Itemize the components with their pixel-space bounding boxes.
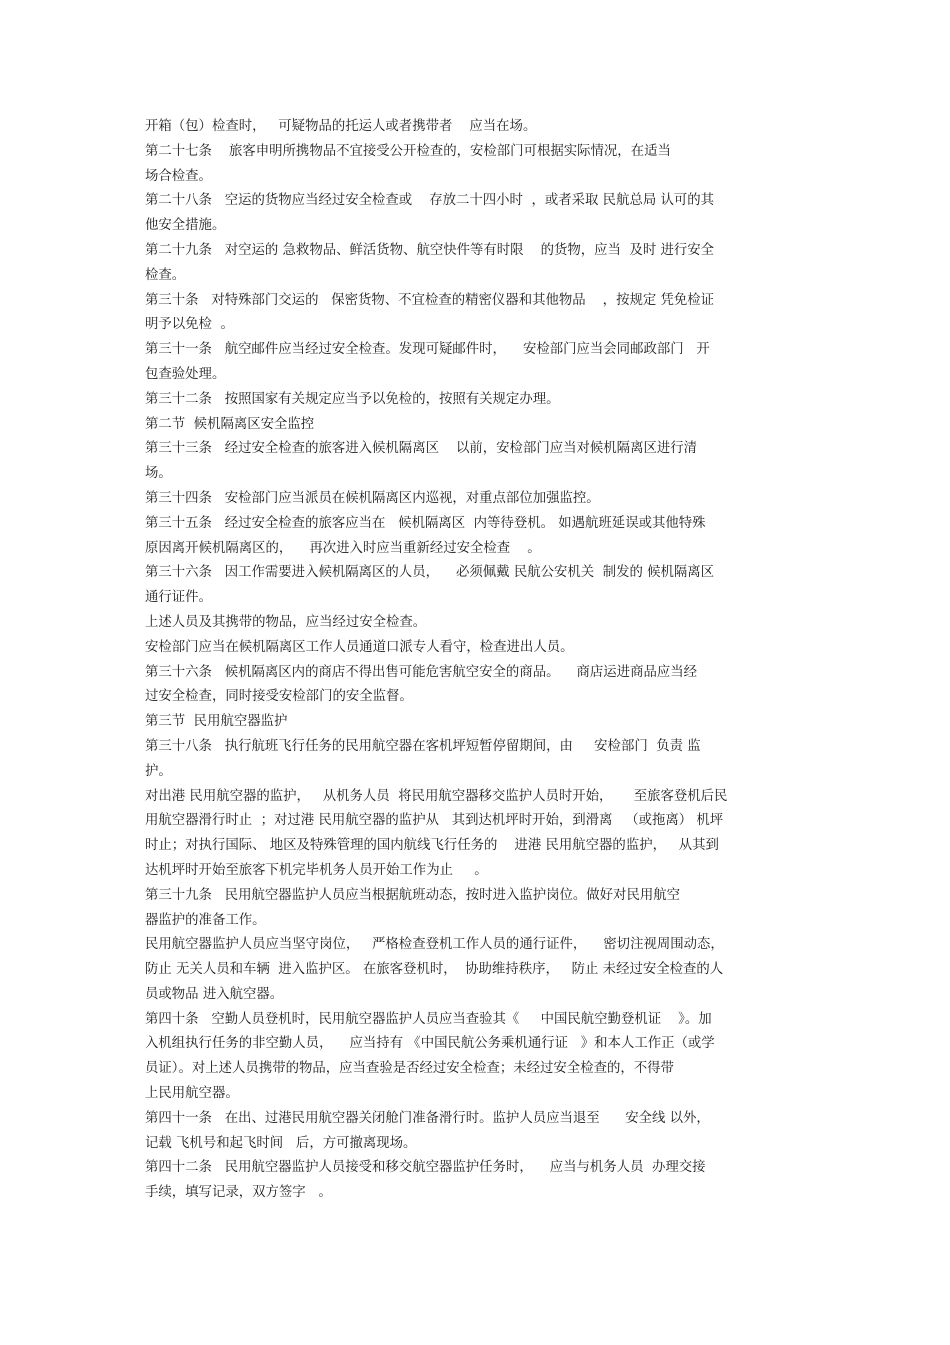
text-line: 开箱（包）检查时， 可疑物品的托运人或者携带者 应当在场。 (145, 119, 537, 134)
text-line: 第二十八条 空运的货物应当经过安全检查或 存放二十四小时 ，或者采取 民航总局 认可的其 (145, 193, 715, 209)
text-line: 第三十五条 经过安全检查的旅客应当在 候机隔离区 内等待登机。 如遇航班延误或其他特殊 (145, 515, 706, 531)
text-line: 第三十一条 航空邮件应当经过安全检查。发现可疑邮件时， 安检部门应当会同邮政部门 开 (145, 342, 710, 358)
text-line: 员证）。对上述人员携带的物品，应当查验是否经过安全检查；未经过安全检查的，不得带 (145, 1061, 674, 1077)
text-line: 包查验处理。 (145, 366, 226, 382)
text-line: 第三十九条 民用航空器监护人员应当根据航班动态，按时进入监护岗位。做好对民用航空 (145, 887, 681, 903)
text-line: 第三十六条 候机隔离区内的商店不得出售可能危害航空安全的商品。 商店运进商品应当经 (145, 664, 698, 680)
section-heading: 第三节 民用航空器监护 (145, 714, 288, 730)
text-line: 第四十二条 民用航空器监护人员接受和移交航空器监护任务时， 应当与机务人员 办理交接 (145, 1160, 706, 1176)
text-line: 手续，填写记录，双方签字 。 (145, 1185, 332, 1201)
text-line: 民用航空器监护人员应当坚守岗位， 严格检查登机工作人员的通行证件， 密切注视周围动态， (145, 937, 724, 953)
text-line: 第三十四条 安检部门应当派员在候机隔离区内巡视，对重点部位加强监控。 (145, 490, 600, 506)
text-line: 他安全措施。 (145, 218, 226, 234)
text-line: 第三十八条 执行航班飞行任务的民用航空器在客机坪短暂停留期间，由 安检部门 负责 监 (145, 738, 701, 754)
text-line: 安检部门应当在候机隔离区工作人员通道口派专人看守，检查进出人员。 (145, 639, 574, 655)
text-line: 第四十一条 在出、过港民用航空器关闭舱门准备滑行时。监护人员应当退至 安全线 以外， (145, 1110, 710, 1126)
text-line: 原因离开候机隔离区的， 再次进入时应当重新经过安全检查 。 (145, 540, 541, 556)
text-line: 检查。 (145, 267, 186, 283)
text-line: 场合检查。 (145, 168, 212, 184)
text-line: 过安全检查，同时接受安检部门的安全监督。 (145, 689, 413, 705)
text-line: 护。 (145, 763, 172, 779)
text-line: 用航空器滑行时止 ；对过港 民用航空器的监护从 其到达机坪时开始，到滑离 （或拖离） 机坪 (145, 813, 724, 829)
text-line: 器监护的准备工作。 (145, 912, 266, 928)
text-line: 通行证件。 (145, 590, 212, 606)
text-line: 时止；对执行国际、 地区及特殊管理的国内航线飞行任务的 进港 民用航空器的监护， 从其到 (145, 838, 719, 854)
text-line: 对出港 民用航空器的监护， 从机务人员 将民用航空器移交监护人员时开始， 至旅客登机后民 (145, 788, 728, 804)
text-line: 第二十七条 旅客申明所携物品不宜接受公开检查的，安检部门可根据实际情况，在适当 (145, 143, 671, 159)
text-line: 场。 (145, 466, 172, 482)
regulation-text (145, 115, 810, 1206)
text-line: 明予以免检 。 (145, 317, 234, 333)
text-line: 达机坪时开始至旅客下机完毕机务人员开始工作为止 。 (145, 862, 488, 878)
text-line: 第三十条 对特殊部门交运的 保密货物、不宜检查的精密仪器和其他物品 ，按规定 凭免检证 (145, 292, 715, 308)
text-line: 第三十二条 按照国家有关规定应当予以免检的，按照有关规定办理。 (145, 391, 560, 407)
text-line: 防止 无关人员和车辆 进入监护区。 在旅客登机时， 协助维持秩序， 防止 未经过安全检查的人 (145, 962, 724, 978)
text-line: 上民用航空器。 (145, 1086, 239, 1102)
text-line: 上述人员及其携带的物品，应当经过安全检查。 (145, 614, 427, 630)
text-line: 入机组执行任务的非空勤人员， 应当持有 《中国民航公务乘机通行证 》和本人工作正（或学 (145, 1036, 715, 1052)
text-line: 第三十三条 经过安全检查的旅客进入候机隔离区 以前，安检部门应当对候机隔离区进行清 (145, 441, 698, 457)
text-line: 员或物品 进入航空器。 (145, 986, 284, 1002)
text-line: 第三十六条 因工作需要进入候机隔离区的人员， 必须佩戴 民航公安机关 制发的 候机隔离区 (145, 565, 715, 581)
text-line: 第二十九条 对空运的 急救物品、鲜活货物、航空快件等有时限 的货物，应当 及时 进行安全 (145, 242, 715, 258)
text-line: 第四十条 空勤人员登机时，民用航空器监护人员应当查验其《 中国民航空勤登机证 》。加 (145, 1011, 712, 1027)
text-line: 记载 飞机号和起飞时间 后，方可撤离现场。 (145, 1135, 417, 1151)
section-heading: 第二节 候机隔离区安全监控 (145, 416, 315, 432)
